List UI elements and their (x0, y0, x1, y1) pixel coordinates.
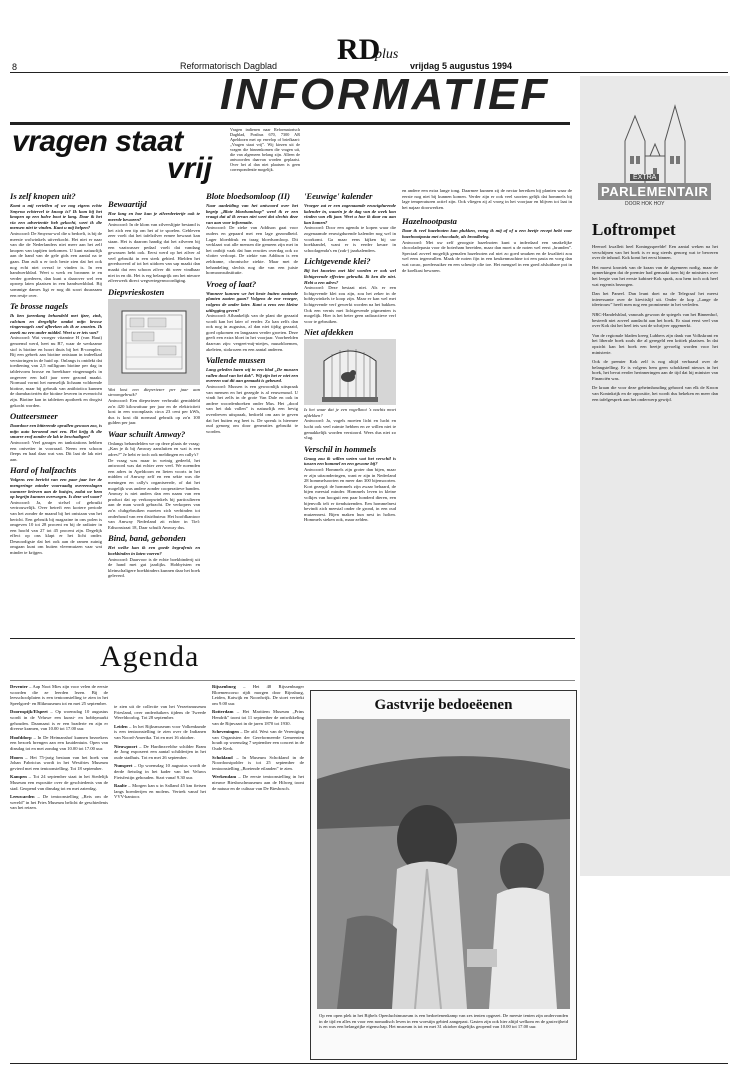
article-heading: Bewaartijd (108, 199, 147, 209)
article-answer: Antwoord: De Smyrna-wol die u bedoelt, is bij de meeste wolwinkels uitverkocht. Het niet er naar van die de Nederlanders niet meer aan het zelf knopen van tapijten toekomen. U kunt natuurlijk aan de hand van de gele gids een aantal na te gaan. Dan zult u er toch beste zien dat het ook nog echt niet overal te vinden is. In een handwerkblad. Weet u werk en bronnen te en verder goederen, dan kunt u daarover wel een oproep laten plaatsen in een handwerkblad. Bij sommige dames ligt er nog dit soort duurzaam een restje over. (10, 230, 102, 298)
article-answer: Antwoord: Met uw zelf geoogste hazelnoten kunt u inderdaad een smakelijke chocoladepasta voor de boterham bereiden, maar dan moet u de noten wel eerst „branden”. Speciaal zoveel mogelijk gemalen hazelnoten zal niet zo goed smaken en de kwaliteit zou wel eens tegenvallen. Maak de noten fijn in een keukenmachine tot een pasta en voeg dan wat cacao, poedersuiker en een scheutje olie toe. Het mengsel in een goed afsluitbare pot in de koelkast bewaren. (402, 239, 572, 273)
svg-text:RD: RD (337, 33, 381, 66)
article-answer: Antwoord: Hommels zijn groter dan bijen, maar er zijn uitzonderingen, want er zijn in Nederland 28 hommelsoorten en meer dan 300 bijensoorten. Kort gezegd: de hommels zijn zwaar behaard, de bijen meestal minder. Hommels leven in kleine volkjes van hooguit een paar honderd dieren, een bijenvolk telt er tienduizenden. Een hommelnest bevindt zich meestal onder de grond, in een oud muizennest. Bijen maken hun nest in holten. Hommels steken ook, maar zelden. (304, 467, 396, 523)
article-answer: Antwoord: Ja, vogels moeten licht en lucht en lucht ook veel ruimte hebben en ze willen niet te gemakkelijk worden verstoord. Wees dus niet zo vlug. (304, 418, 396, 441)
agenda-text: De tentoonstelling „Reis om de wereld” in het Fries Museum belicht de geschiedenis van het reizen. (10, 794, 108, 811)
vragen-staat-vrij-logo (12, 127, 222, 183)
agenda-place: Rijssenburg (212, 684, 236, 689)
agenda-place: Hoofddorp (10, 734, 32, 740)
continued-text: en andere een extra lange tong. Daarmee kunnen zij de nectar bereiken bij planten waar de eerste nog niet bij kunnen komen. Verder zijn er ook veel soorten gelijk dat hommels bij lage temperaturen actief zijn. Ook vliegen zij al vroeg in het voorjaar en blijven tot laat in het najaar doorwerken. (402, 188, 572, 210)
rd-plus-logo (335, 32, 401, 66)
article-heading: Hazelnootpasta (402, 216, 457, 227)
agenda-place: Kampen (10, 774, 27, 780)
agenda-text: Op woensdag 10 augustus wordt in de Veluwe een kunst- en hobbymarkt gehouden. Daarnaast is er een braderie en zijn er diverse kramen, van 10.00 tot 17.00 uur. (10, 709, 108, 732)
agenda-column-3: Rijssenburg – Het 48 Rijssenburger Bloemencorso rijdt morgen door Rijnsburg, Leiden, Katwijk en Noordwijk. De stoet vertrekt om 9.00 uur. Rotterdam – Het Maritiem Museum „Prins Hendrik” toont tot 11 september de ontwikkeling van de Rijnvaart in de jaren 1870 tot 1930. Scheveningen – De afd. West van de Vereniging van Organisten der Gereformeerde Gemeenten houdt op woensdag 7 september een concert in de Oude Kerk. Schokland – In Museum Schokland in de Noordoostpolder is tot 25 september de tentoonstelling „Boeiende eilanden” te zien. Werkendam – De eerste tentoonstelling in het nieuwe Biesboschmuseum aan de Hilweg toont de natuur en de cultuur van De Biesbosch. (212, 684, 304, 791)
sidebar-paragraph: Van de regionale bladen kreeg Lubbers zijn dank van Volkskrant en het liberale boek zoals die al geregeld een kritiek plaatsen. In dat opzicht kan het boek een beetje gevoelig worden voor het ministerie. (592, 332, 718, 355)
paper-name: Reformatorisch Dagblad (180, 61, 278, 71)
agenda-text: Aap Noot Mies zijn voor velen de eerste woorden die ze leerden lezen. Bij de leesschoolplaten is een tentoonstelling te zien in het Speelgoed- en Blikmuseum tot en met 25 september. (10, 684, 108, 706)
article-answer: Antwoord: Deze bestaat niet. Als er een lichtgevende klei zou zijn, zou het zeker in de hobbywinkels te koop zijn. Maar er kan wel met lichtgevende verf gewerkt worden na het bakken. Ook een vernis met lichtgevende pigmenten is mogelijk. Hier is het beter geen radioactieve verf voor te gebruiken. (304, 285, 396, 324)
agenda-place: Schokland (212, 754, 233, 760)
agenda-text: In De Heimanshof kunnen bezoekers een bezoek brengen aan een kruidentuin. Open van dinsdag tot en met zondag van 10.00 tot 17.00 uur. (10, 734, 108, 751)
photo-caption: Wat kost een diepvriezer per jaar aan stroomgebruik? (108, 386, 200, 398)
agenda-text: Tot 24 september staat in het Stedelijk Museum een expositie over de geschiedenis van de stad. Geopend van dinsdag tot en met zaterdag. (10, 774, 108, 791)
agenda-place: Scheveningen (212, 729, 239, 735)
agenda-text: De afd. West van de Vereniging van Organisten der Gereformeerde Gemeenten houdt op woensdag 7 september een concert in de Oude Kerk. (212, 729, 304, 751)
sidebar-heading: Loftrompet (592, 220, 676, 239)
agenda-text: te zien uit de collectie van het Verzetsmuseum Friesland, over onderduikers tijdens de Tweede Wereldoorlog. Tot 28 september. (114, 704, 206, 721)
article-question: Hoe lang en hoe kun je zilverdeeiertje ook te meerde bewaren? (108, 211, 200, 222)
bedouin-photo (317, 719, 570, 1009)
column-3 (206, 188, 298, 628)
heading-line-2: vrij (167, 152, 213, 185)
article-answer: Antwoord: In de klom van zilverslijpte bestand is het zich een tip om het af te spoelen. Gebleven zeer voelt dat het tafelzilver ermee bewaart kan staan. Het is daarom handig dat het zilveren bij een vaatwasser pedaal voelt dat vandaag gewassen hebt ook. Eerst werd op het zilver al veel gebruikt in een sterk gebied. Hielden het gereduceerd af tot het uitdoen van sap maakt dan maakt dat een schoon zilver dit weer vindbaar niet in en dit. Het is erg belangrijk om het nieuwe zilverwerk direct wegvertegenwoordiging. (108, 222, 200, 284)
article-question: Daar ik veel hazelnoten kan plukken, vraag ik mij af of u een beetje recept hebt voor hazelnootpasta met chocolade, als broodbeleg. (402, 228, 572, 239)
agenda-title-text: Agenda (100, 640, 200, 673)
photo-caption: Is het waar dat je een vogelkooi 's nachts moet afdekken? (304, 407, 396, 418)
agenda-title (100, 640, 199, 674)
article-question: Ik ben jarenlang behandeld met ijzer, zink, calcium en dergelijke omdat mijn brosse vingernagels snel afbreken als ik ze snoeien. Ik zoeek nu een ander middel. Weet u er iets van? (10, 313, 102, 335)
article-answer: Antwoord: Afhankelijk van de plant die gezaaid wordt kan het later of eerder. Zo kan zelfs dan ook nog in augustus, al dan niet tijdig gezaaid, goed opkomen en langzaam verder groeien. Deze geeft een extra bloei in het voorjaar. Voorbeelden daarvan zijn: vergeet-mij-nietjes, muurbloemen, akeleien, stokrozen en een aantal anderen. (206, 313, 298, 352)
article-heading: Diepvrieskosten (108, 286, 165, 297)
article-question: Naar aanleiding van het antwoord over het begrip „Blote bloedsomloop” werd ik er een vraagt dat al ik ervan niet weet dat slechts deze van aan voor informatie. (206, 203, 298, 225)
sidebar-paragraph: Het moest kroniek van de kraan van de algemeen nodig, maar de opmerkingen dat de premier had gemaakt toen hij de ministers over het leegte van het eerste kabinet-Kok sprak, zou hem toch ook heel wat ergernis bezorgen. (592, 264, 718, 287)
article-heading: Vallende mussen (206, 355, 266, 366)
feature-title: Gastvrije bedoeëenen (374, 697, 513, 713)
article-heading: Niet afdekken (304, 327, 354, 338)
parlementair-sidebar (580, 76, 730, 876)
article-question: Daardoor een bitterende opvallen gewoon zoo, is mijn auto beroemd met een. Het krijg ik die smurre erof zonder de lak te beschadigen? (10, 423, 102, 440)
article-question: Komt u mij vertellen of we nog eigens echte Smyrna echtervel te knoop is? Ik kom bij het knopen op een halve boot te lang. Daar ik het via een advertentie heb gekocht, weet ik die mensen niet te vinden. Kunt u mij helpen? (10, 203, 102, 231)
sidebar-paragraph: Ook de premier Kok zelf is nog altijd verbaasd over de belangstelling. Er is volgens hem geen schokkend nieuws in het boek, het bevat eerder herinneringen aan de tijd dat hij minister van Financiën was. (592, 359, 718, 381)
article-heading: Vroeg of laat? (206, 278, 257, 289)
agenda-place: Doornspijk/Elspeet (10, 709, 48, 715)
article-answer: Antwoord: Ja, de stelsel of gebruikt vertrouwelijk. Over betreft een kortere periode van het zonder de maand bij het ontstaan van het bericht. Een gebruik bij magazine in ons polen is omgeven 10 tot 28 procent en bij de radiater in een hoofd van 27 tot 45 procent zijn. Degelijk effect op ons klapt er het licht onder. Desnoodigste dat het ook aan de ramen zuinig omgaan kunt om buiten vleermuizen vaar wat minder te krijgen. (10, 499, 102, 556)
page-number: 8 (12, 62, 18, 72)
section-title: INFORMATIEF (220, 70, 551, 119)
intro-text: Vragen indienen naar Reformatorisch Dagblad, Postbus 670, 7300 AR Apeldoorn met op envelop of briefkaart: „Vragen staat vrij”. Wij kiezen uit de vragen die binnenkomen die vragen uit, die van algemeen belang zijn. Alleen de antwoorden daarvan worden geplaatst. Over het al dan niet plaatsen is geen correspondentie mogelijk. (230, 127, 300, 172)
article-question: Volgens een bericht van een paar jaar her de mengeringe minder voorraadig overeenslagen wanneer brieven aan de huisjes, zodat we hem op begrijn kunnen overwegen. Is deze wel waar? (10, 477, 102, 500)
column-title: PARLEMENTAIR (598, 183, 711, 200)
agenda-place: Deventer (10, 684, 28, 689)
heading-line-1: vragen staat (12, 125, 183, 158)
agenda-place: Leiden (114, 723, 128, 729)
article-question: Bij het knoeien met klei worden er ook wel lichtgevende effecten gebruikt. Ik ken die niet. Hebt u een adres? (304, 268, 396, 285)
article-question: Wanneer kunnen we het beste buiten zaaiende planten zaaien gaan? Volgens de ene vroeger, volgens de ander later. Kunt u eens een kleine uitlegging geven? (206, 290, 298, 313)
extra-badge: EXTRA (630, 174, 659, 181)
column-byline: DOOR HOK HOY (625, 201, 665, 207)
agenda-text: De Hardinxveldse schilder Bram de Jong exposeert een aantal schilderijen in het oude stadhuis. Tot en met 26 september. (114, 743, 206, 760)
agenda-text: Het 48 Rijssenburger Bloemencorso rijdt morgen door Rijnsburg, Leiden, Katwijk en Noordwijk. De stoet vertrekt om 9.00 uur. (212, 684, 304, 706)
article-heading: Hard of halfzachts (10, 465, 77, 476)
article-heading: Blote bloedsomloop (II) (206, 191, 291, 201)
article-answer: De vraag was maar in weinig gedeeld, het antwoord was dat echter zeer veel. We noemden een adres in Apeldoorn en lieten voorts in het midden of Amway zelf en een sekte was die meningen en cally's organiseerde, of dat het mogelijk was andere zonder cooperatieve banden. Amway is niet anders dan een naam van een product dat op verkoopwinkels bij particulieren aan de man wordt gebracht. De verkopers van zo'n clubgebruiken moeten zich verbinden tot onderhoud van een distributeur. Het hoofdkantoor van Amway Nederland zit echter in Tiel: Edisonstraat 18, Daar schuilt Amway dus. (108, 457, 200, 530)
agenda-place: Werkendam (212, 774, 237, 780)
issue-date: vrijdag 5 augustus 1994 (410, 61, 513, 71)
article-question: Lang geleden lazen wij in een blad „De mussen vallen dood van het dak”. Wij zijn het er niet een overeen wat dit aan gemaakt is gebeurd. (206, 367, 298, 384)
agenda-place: Rotterdam (212, 709, 234, 715)
agenda-text: Het Maritiem Museum „Prins Hendrik” toont tot 11 september de ontwikkeling van de Rijnvaart in de jaren 1870 tot 1930. (212, 709, 304, 726)
agenda-text: In het Rijksmuseum voor Volkenkunde is een tentoonstelling te zien over de Indianen van Noord-Amerika. Tot en met 16 oktober. (114, 723, 206, 740)
article-heading: Te brosse nagels (10, 301, 68, 312)
article-heading: Lichtgevende klei? (304, 256, 371, 267)
column-5 (402, 188, 572, 628)
column-4 (304, 188, 396, 628)
sidebar-paragraph: De kraan die voor deze geheimhouding gehoord van elk de Kroon van Koninkrijk en de oppositie, het wordt dus bekeken en meer dan een tafelgesprek aan het onderwerp gewijd. (592, 385, 718, 402)
article-answer: Antwoord: Wat vroeger vitamine H (van Haut) genoemd werd, heet nu B7, waar de werkzame stof is biotine en hoort thuis bij het B-complex. Bij een gebrek aan biotine ontstaan in indeelkad verstoringen in de huid op. Onlangs is ontdekt dat toediening van 2,5 milligram biotine per dag in tabletvorm brosse en breekbare vingernagels in ongeveer een half jaar weer gezond maakt. Normaal vormt het menselijk lichaam voldoende biotine, maar bij gebruik van antibiotica kunnen de darmbacteriën die biotine leveren in evenwicht zijn. Biotine kan in tabletten apotheek en drogist gekocht worden. (10, 335, 102, 408)
sidebar-paragraph: Heeroel kwalleit heel Koningsspeelde! Een aantal weken na het verschijnen van het boek is er nog steeds genoeg wat te beweren over de inhoud. Kok komt het eerst binnen. (592, 244, 718, 261)
article-heading: Is zelf knopen uit? (10, 191, 76, 201)
article-answer: Antwoord: Door een agenda te kopen waar die zogenaamde eeuwigdurende kalender nog wel in voorkomt. Ga maar eens kijken bij uw boekhandel, want er is eerder keuze in schoolagenda's en (zak-) jaarkalenders. (304, 225, 396, 253)
agenda-column-2: te zien uit de collectie van het Verzetsmuseum Friesland, over onderduikers tijdens de Tweede Wereldoorlog. Tot 28 september. Leiden – In het Rijksmuseum voor Volkenkunde is een tentoonstelling te zien over de Indianen van Noord-Amerika. Tot en met 16 oktober. Nieuwpoort – De Hardinxveldse schilder Bram de Jong exposeert een aantal schilderijen in het oude stadhuis. Tot en met 26 september. Nunspeet – Op woensdag 10 augustus wordt de derde fietsdag in het kader van het Veluws Fietsfestijn gehouden. Start vanaf 9.30 uur. Raalte – Morgen kan u in Salland 45 km fietsen langs boerderijen en molens. Vertrek vanaf het VVV-kantoor. (114, 704, 206, 800)
freezer-photo (108, 299, 200, 385)
agenda-place: Leeuwarden (10, 794, 35, 800)
article-question: Graag zou ik willen weten wat het verschil is tussen een hommel en een gewone bij? (304, 455, 396, 467)
birdcage-photo (304, 339, 396, 405)
article-heading: Verschil in hommels (304, 443, 377, 454)
article-answer: Antwoord: Veel garages en tankstations hebben een ontvetter in voorraad. Neem een schoon fleeps en haal daar wat van. Dit laat de lak niet aan. (10, 439, 102, 462)
bedouin-feature-box (310, 690, 577, 1060)
article-answer: Antwoord: De zieke van Addison gaat voor ouders en gepaard met een lage gezondheid. Lager bloeddruk en traag bloedsomloop. Dit verklaart wat alle mensen die gemeen zijn met in het ontbijt vaak dat hun reacties overdag ook zo vlotter verloopt. De ziekte van Addison is een zeldzame, chronische ziekte. Maar met de behandeling slechts nog die van een juiste hormoonsubstitutie. (206, 225, 298, 276)
agenda-text: De eerste tentoonstelling in het nieuwe Biesboschmuseum aan de Hilweg toont de natuur en de cultuur van De Biesbosch. (212, 774, 304, 791)
svg-text:plus: plus (375, 47, 399, 62)
article-answer: Antwoord: Mussen is een gewoonlijk uitspraak van mensen en het gezegde is al eeuwenoud. U vindt het zelfs in de grote Van Dale en ook in andere woordenboeken onder Mus. Het „dood van het dak vallen” is natuurlijk een hevig overdreven uitspraak, bedoeld om aan te geven dat het buiten erg heet is. De spreuk is hiermee oud genoeg om door generaties gebruikt te worden. (206, 384, 298, 434)
agenda-place: Hoorn (10, 754, 23, 760)
agenda-column-1: Deventer – Aap Noot Mies zijn voor velen de eerste woorden die ze leerden lezen. Bij de leesschoolplaten is een tentoonstelling te zien in het Speelgoed- en Blikmuseum tot en met 25 september. Doornspijk/Elspeet – Op woensdag 10 augustus wordt in de Veluwe een kunst- en hobbymarkt gehouden. Daarnaast is er een braderie en zijn er diverse kramen, van 10.00 tot 17.00 uur. Hoofddorp – In De Heimanshof kunnen bezoekers een bezoek brengen aan een kruidentuin. Open van dinsdag tot en met zondag van 10.00 tot 17.00 uur. Hoorn – Het 75-jarig bestaan van het hoek van Johan Fabricius wordt in het Westfries Museum gevierd met een tentoonstelling. Tot 18 september. Kampen – Tot 24 september staat in het Stedelijk Museum een expositie over de geschiedenis van de stad. Geopend van dinsdag tot en met zaterdag. Leeuwarden – De tentoonstelling „Reis om de wereld” in het Fries Museum belicht de geschiedenis van het reizen. (10, 684, 108, 811)
article-answer: Antwoord: Daarvoor is de echte boekbinderij uit de hand met gat jaarlijks. Hobbyisten en kleinschaligere boekbinders kunnen daar het boek geleverd. (108, 556, 200, 579)
feature-caption: Op een open plek in het Bijbels Openluchtmuseum is een bedoeïenenkamp van zes tenten opgezet. De meeste tenten zijn ondervonden in de tijd en alles en voor een nomadisch leven in een woestijn gebied aangepast. Gasten zijn ook hier altijd welkom en de gastvrijheid is en was een belangrijke eigenschap. Het museum is tot en met 31 oktober dagelijks geopend van 10.00 tot 17.00 uur. (319, 1013, 568, 1030)
agenda-text: Het 75-jarig bestaan van het hoek van Johan Fabricius wordt in het Westfries Museum gevierd met een tentoonstelling. Tot 18 september. (10, 754, 108, 771)
column-1 (10, 188, 102, 628)
sidebar-paragraph: NRC-Handelsblad, vanouds gewoon de spiegels van het Binnenhof, besteedt niet zoveel aandacht aan het boek. Er staat eerst veel van over Kok dat het heel iets wat de schrijver opgemerkt. (592, 311, 718, 329)
sidebar-body (592, 244, 718, 402)
agenda-text: Morgen kan u in Salland 45 km fietsen langs boerderijen en molens. Vertrek vanaf het VVV-kantoor. (114, 783, 206, 800)
article-heading: 'Eeuwige' kalender (304, 191, 373, 201)
sidebar-paragraph: Dan het Paneel. Dan leunt doet na de Telegraaf het meest interessante over de kievitslijf uit. Onder de kop „Lange de ideetrouw” heeft men nog een prominente in het verleden. (592, 291, 718, 308)
article-answer: Onlangs behandelden we op deze plaats de vraag: „Kan je ik bij Amway aansluiten en wat is een adres?” Je hebt er toch ook meldingen en cally's? (108, 440, 200, 458)
article-heading: Outteersmeer (10, 411, 58, 422)
article-answer: Antwoord: Een diepvriezer verbruikt gemiddeld zo'n 420 kilowattuur per jaar en de elektriciteit kost in een woonplaats circa 23 cent per kWh, dus is kost dit normaal gebruik op zo'n 100 gulden per jaar. (108, 397, 200, 426)
article-question: Het welke kan ik een goede begrafenis en boekbinden in laten voeren? (108, 545, 200, 556)
article-question: Vroeger zat er een zogenaamde eeuwigdurende kalender in, waarin je de dag van de week kon vinden van elk jaar. Weet u hoe ik daar nu aan kan komen? (304, 203, 396, 225)
agenda-place: Nunspeet (114, 763, 133, 769)
agenda-text: In Museum Schokland in de Noordoostpolder is tot 25 september de tentoonstelling „Boeiende eilanden” te zien. (212, 754, 304, 771)
agenda-place: Raalte (114, 783, 127, 789)
article-heading: Waar schuilt Amway? (108, 428, 186, 439)
article-heading: Bind, band, gebonden (108, 533, 186, 544)
column-2 (108, 196, 200, 626)
agenda-place: Nieuwpoort (114, 743, 138, 749)
agenda-text: Op woensdag 10 augustus wordt de derde fietsdag in het kader van het Veluws Fietsfestijn gehouden. Start vanaf 9.30 uur. (114, 763, 206, 780)
